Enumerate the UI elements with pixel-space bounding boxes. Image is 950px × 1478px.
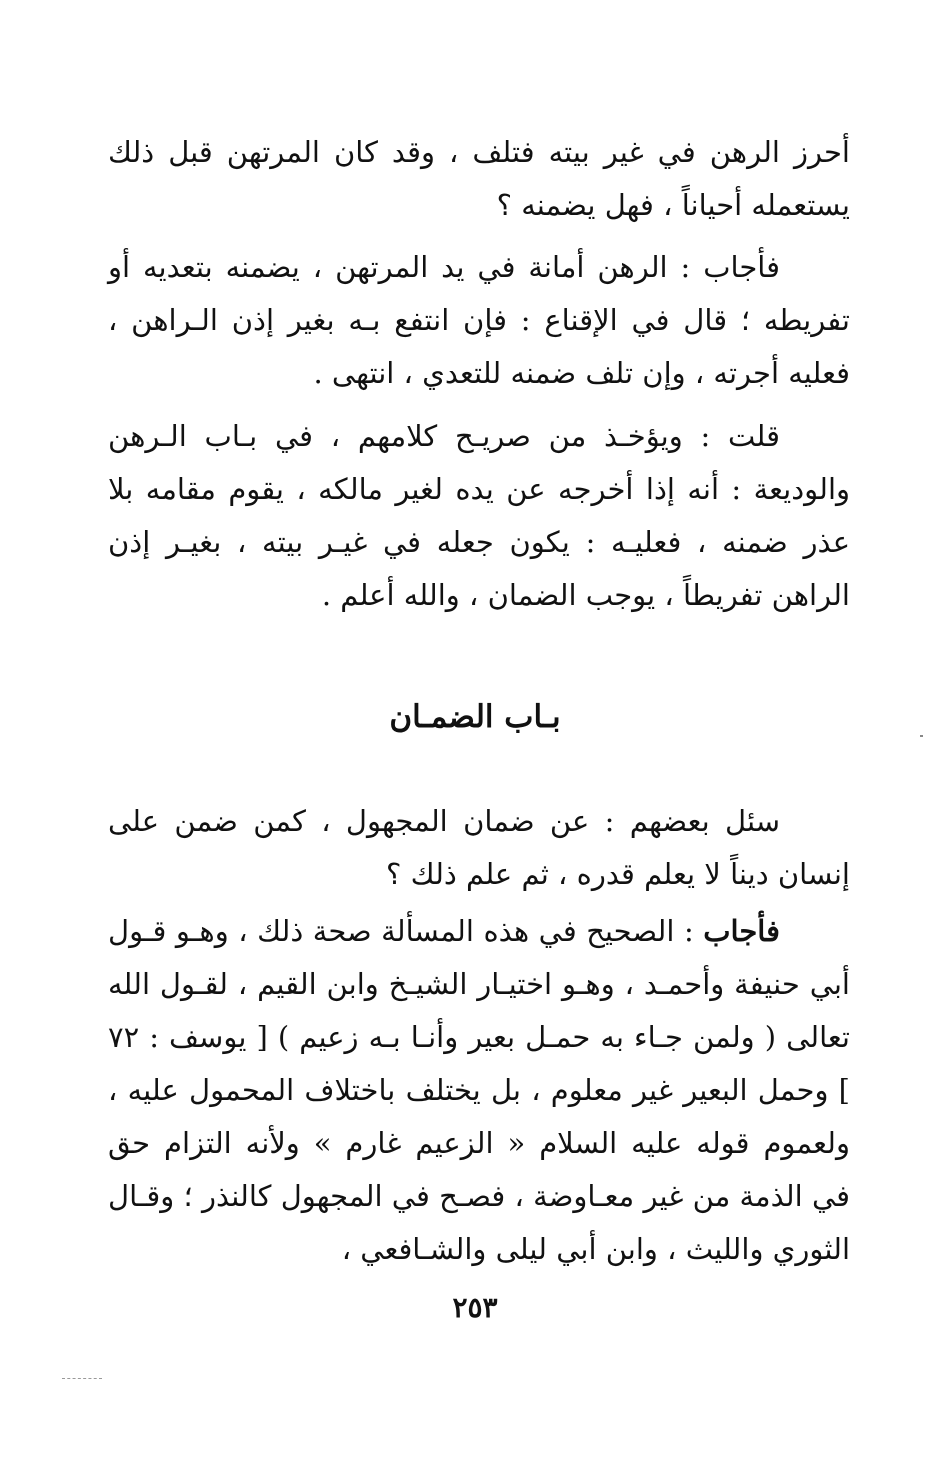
text-block-3 <box>108 410 850 622</box>
answer-body: : الصحيح في هذه المسألة صحة ذلك ، وهـو قـول أبي حنيفة وأحمـد ، وهـو اختيـار الشيـخ وابن القيم ، لقـول الله تعالى ( ولمن جـاء به حمـل بعير وأنـا بـه زعيم ) [ يوسف : ٧٢ ] وحمل البعير غير معلوم ، بل يختلف باختلاف المحمول عليه ، ولعموم قوله عليه السلام « الزعيم غارم » ولأنه التزام حق في الذمة من غير معـاوضة ، فصـح في المجهول كالنذر ؛ وقـال الثوري والليث ، وابن أبي ليلى والشـافعي ، <box>108 914 850 1266</box>
section-heading: بـاب الضمـان <box>389 699 561 735</box>
text-block-2 <box>108 241 850 400</box>
paragraph-question-rahn: أحرز الرهن في غير بيته فتلف ، وقد كان المرتهن قبل ذلك يستعمله أحياناً ، فهل يضمنه ؟ <box>108 135 850 222</box>
paragraph-comment: قلت : ويؤخـذ من صريـح كلامهم ، في بـاب الـرهن والوديعة : أنه إذا أخرجه عن يده لغير مالكه ، يقوم مقامه بلا عذر ضمنه ، فعليـه : يكون جعله في غيـر بيته ، بغيـر إذن الراهن تفريطاً ، يوجب الضمان ، والله أعلم . <box>108 419 850 612</box>
scan-speck <box>920 735 923 737</box>
text-block-1 <box>108 126 850 232</box>
text-block-5 <box>108 905 850 1276</box>
scan-dash-mark <box>62 1378 102 1379</box>
paragraph-answer-rahn: فأجاب : الرهن أمانة في يد المرتهن ، يضمنه بتعديه أو تفريطه ؛ قال في الإقناع : فإن انتفع بـه بغير إذن الـراهن ، فعليه أجرته ، وإن تلف ضمنه للتعدي ، انتهى . <box>108 250 850 390</box>
paragraph-answer-daman <box>108 905 850 1276</box>
paragraph-question-daman: سئل بعضهم : عن ضمان المجهول ، كمن ضمن على إنسان ديناً لا يعلم قدره ، ثم علم ذلك ؟ <box>108 804 850 891</box>
page-number: ٢٥٣ <box>452 1291 498 1324</box>
answer-lead-word: فأجاب <box>703 914 780 948</box>
text-block-4 <box>108 795 850 901</box>
